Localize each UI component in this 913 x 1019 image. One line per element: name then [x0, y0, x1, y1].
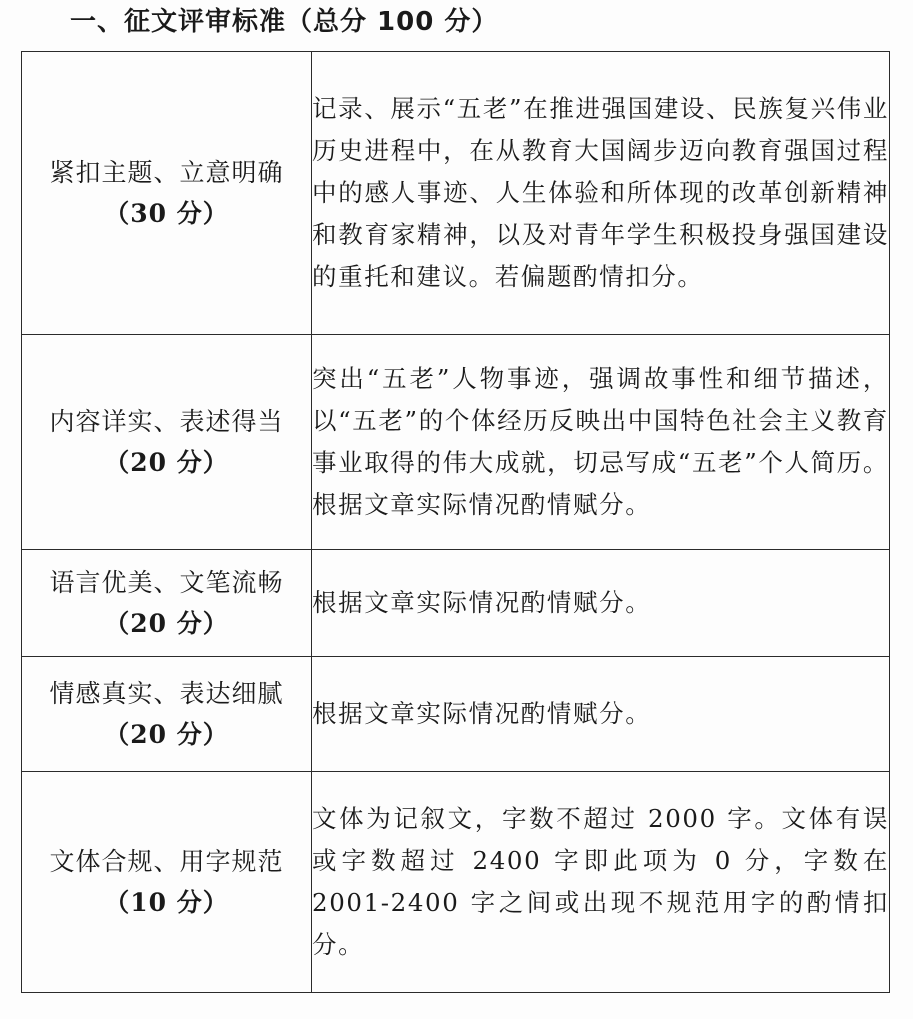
criteria-row — [22, 772, 890, 993]
criterion-cell — [22, 335, 312, 550]
criterion-name: 文体合规、用字规范 — [49, 847, 284, 876]
criteria-row — [22, 52, 890, 335]
criteria-table — [21, 51, 890, 993]
criterion-description: 突出“五老”人物事迹，强调故事性和细节描述，以“五老”的个体经历反映出中国特色社会主义教育事业取得的伟大成就，切忌写成“五老”个人简历。根据文章实际情况酌情赋分。 — [312, 335, 890, 550]
section-heading: 一、征文评审标准（总分 100 分） — [70, 7, 499, 37]
criterion-score: （30 分） — [104, 199, 229, 228]
criterion-description: 根据文章实际情况酌情赋分。 — [312, 657, 890, 772]
criterion-description: 根据文章实际情况酌情赋分。 — [312, 550, 890, 657]
criteria-row — [22, 335, 890, 550]
criterion-score: （20 分） — [104, 720, 229, 749]
criterion-score: （20 分） — [104, 609, 229, 638]
criterion-description: 记录、展示“五老”在推进强国建设、民族复兴伟业历史进程中，在从教育大国阔步迈向教育强国过程中的感人事迹、人生体验和所体现的改革创新精神和教育家精神，以及对青年学生积极投身强国建设的重托和建议。若偏题酌情扣分。 — [312, 52, 890, 335]
criterion-cell — [22, 772, 312, 993]
criterion-name: 情感真实、表达细腻 — [49, 679, 284, 708]
criterion-score: （20 分） — [104, 448, 229, 477]
criteria-row — [22, 657, 890, 772]
criterion-cell — [22, 550, 312, 657]
criterion-cell — [22, 657, 312, 772]
criterion-score: （10 分） — [104, 888, 229, 917]
criterion-name: 语言优美、文笔流畅 — [49, 568, 284, 597]
criterion-description: 文体为记叙文，字数不超过 2000 字。文体有误或字数超过 2400 字即此项为 0 分，字数在 2001-2400 字之间或出现不规范用字的酌情扣分。 — [312, 772, 890, 993]
criterion-name: 紧扣主题、立意明确 — [49, 158, 284, 187]
criterion-name: 内容详实、表述得当 — [49, 407, 284, 436]
criterion-cell — [22, 52, 312, 335]
criteria-row — [22, 550, 890, 657]
